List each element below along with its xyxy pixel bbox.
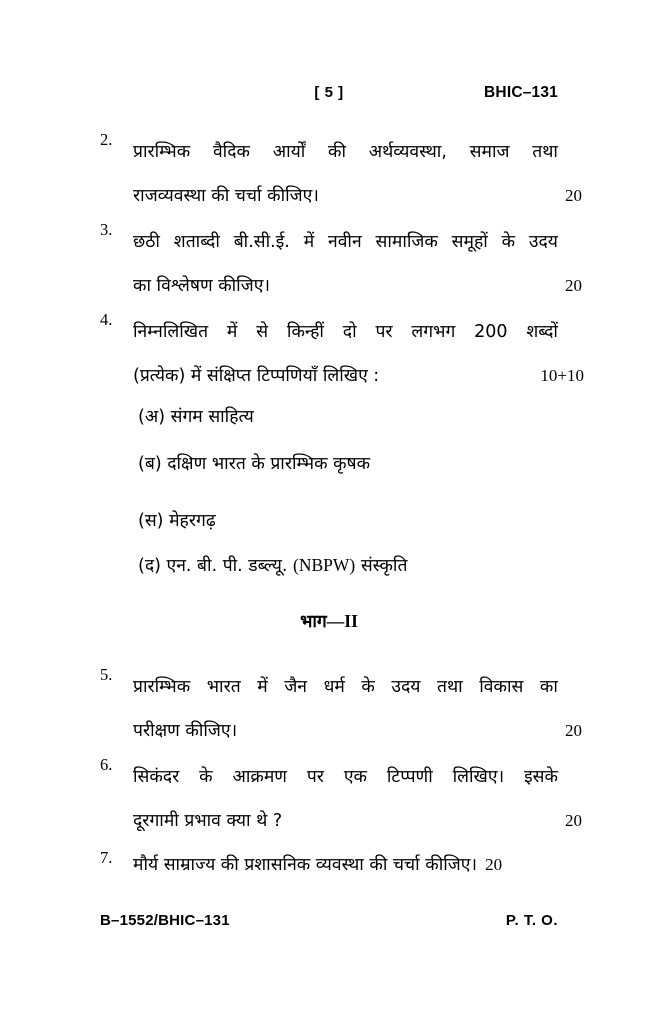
- question-2-line-2: [133, 174, 582, 218]
- question-2-number: 2.: [100, 130, 113, 149]
- question-5-line-2: [133, 709, 582, 753]
- paper-code: BHIC–131: [484, 84, 558, 101]
- sub-item-a-text: संगम साहित्य: [170, 407, 254, 427]
- word: से: [256, 322, 269, 342]
- section-heading-text: भाग: [300, 612, 327, 632]
- word: लगभग: [411, 322, 456, 342]
- word: शब्दों: [526, 322, 558, 342]
- word: समाज: [469, 142, 510, 162]
- word: दो: [342, 322, 357, 342]
- question-4-body: [133, 310, 584, 398]
- section-heading-part-2: [100, 609, 558, 633]
- sub-item-d-abbreviation: (NBPW): [293, 555, 356, 575]
- word: अर्थव्यवस्था,: [368, 142, 447, 162]
- sub-item-c-label: (स): [138, 511, 164, 531]
- question-3-number: 3.: [100, 220, 113, 239]
- question-2-text: राजव्यवस्था की चर्चा कीजिए।: [133, 186, 319, 206]
- question-4-marks: 10+10: [540, 366, 584, 385]
- question-3-line-2: [133, 264, 582, 308]
- question-7-body: [133, 848, 558, 882]
- question-3-marks: 20: [565, 276, 582, 295]
- question-2: [100, 130, 582, 218]
- word: आर्यों: [272, 142, 306, 162]
- word: इसके: [524, 767, 558, 787]
- question-6-text: दूरगामी प्रभाव क्या थे ?: [133, 811, 283, 831]
- sub-item-d: [138, 553, 407, 577]
- word: प्रारम्भिक: [133, 142, 191, 162]
- question-7-marks: 20: [485, 855, 503, 874]
- question-5-body: [133, 665, 582, 753]
- question-3-text: का विश्लेषण कीजिए।: [133, 276, 271, 296]
- word: में: [226, 322, 238, 342]
- sub-item-d-text-after: संस्कृति: [360, 556, 408, 576]
- word: वैदिक: [212, 142, 250, 162]
- sub-item-a: [138, 404, 254, 428]
- word: बी.सी.ई.: [233, 232, 290, 252]
- word: उदय: [528, 232, 558, 252]
- word: टिप्पणी: [386, 767, 433, 787]
- question-5-marks: 20: [565, 721, 582, 740]
- word: पर: [375, 322, 393, 342]
- word: छठी: [133, 232, 160, 252]
- word: शताब्दी: [173, 232, 220, 252]
- question-6-body: [133, 755, 582, 843]
- page-footer: [100, 912, 558, 934]
- page-header: [100, 84, 558, 106]
- sub-item-c-text: मेहरगढ़: [169, 511, 216, 531]
- word: सामाजिक: [375, 232, 438, 252]
- word: उदय: [391, 677, 421, 697]
- question-5: [100, 665, 582, 753]
- sub-item-c: [138, 508, 216, 532]
- word: के: [501, 232, 516, 252]
- question-6-line-1: [133, 755, 558, 799]
- word: धर्म: [323, 677, 345, 697]
- word: आक्रमण: [232, 767, 287, 787]
- question-2-marks: 20: [565, 186, 582, 205]
- word: निम्नलिखित: [133, 322, 209, 342]
- word: तथा: [437, 677, 463, 697]
- sub-item-b-text: दक्षिण भारत के प्रारम्भिक कृषक: [167, 454, 371, 474]
- word: पर: [306, 767, 324, 787]
- word: का: [539, 677, 558, 697]
- section-heading-roman: II: [344, 611, 358, 631]
- question-3: [100, 220, 582, 308]
- question-7: [100, 848, 558, 882]
- sub-item-b: [138, 451, 370, 475]
- question-4-text: (प्रत्येक) में संक्षिप्त टिप्पणियाँ लिखिए :: [133, 366, 380, 386]
- question-5-line-1: [133, 665, 558, 709]
- sub-item-d-label: (द): [138, 556, 161, 576]
- word: की: [328, 142, 346, 162]
- question-4-number: 4.: [100, 310, 113, 329]
- question-6-marks: 20: [565, 811, 582, 830]
- word: लिखिए।: [452, 767, 505, 787]
- question-5-text: परीक्षण कीजिए।: [133, 721, 238, 741]
- word: के: [199, 767, 213, 787]
- question-7-text: मौर्य साम्राज्य की प्रशासनिक व्यवस्था की चर्चा कीजिए।: [133, 855, 478, 875]
- word: में: [257, 677, 268, 697]
- question-3-body: [133, 220, 582, 308]
- page-number-marker: [ 5 ]: [314, 84, 344, 101]
- question-4-line-2: [133, 354, 584, 398]
- question-3-line-1: [133, 220, 558, 264]
- question-7-line-1: [133, 848, 558, 882]
- word: विकास: [479, 677, 524, 697]
- word: जैन: [284, 677, 308, 697]
- word: नवीन: [327, 232, 362, 252]
- word-count-value: 200: [474, 322, 508, 342]
- word: सिकंदर: [133, 767, 180, 787]
- footer-pto: P. T. O.: [505, 912, 558, 929]
- word: तथा: [532, 142, 558, 162]
- word: एक: [343, 767, 367, 787]
- word: भारत: [206, 677, 241, 697]
- word: किन्हीं: [286, 322, 324, 342]
- question-2-line-1: [133, 130, 558, 174]
- sub-item-d-text-before: एन. बी. पी. डब्ल्यू.: [166, 556, 288, 576]
- question-6: [100, 755, 582, 843]
- footer-paper-code: B–1552/BHIC–131: [100, 912, 230, 929]
- question-4-line-1: [133, 310, 558, 354]
- sub-item-a-label: (अ): [138, 407, 166, 427]
- question-2-body: [133, 130, 582, 218]
- word: के: [361, 677, 375, 697]
- question-7-number: 7.: [100, 848, 113, 867]
- question-4: [100, 310, 584, 398]
- word: प्रारम्भिक: [133, 677, 191, 697]
- word: में: [303, 232, 315, 252]
- question-6-line-2: [133, 799, 582, 843]
- word: समूहों: [451, 232, 488, 252]
- question-5-number: 5.: [100, 665, 113, 684]
- question-6-number: 6.: [100, 755, 113, 774]
- section-heading-dash: —: [326, 611, 345, 631]
- sub-item-b-label: (ब): [138, 454, 162, 474]
